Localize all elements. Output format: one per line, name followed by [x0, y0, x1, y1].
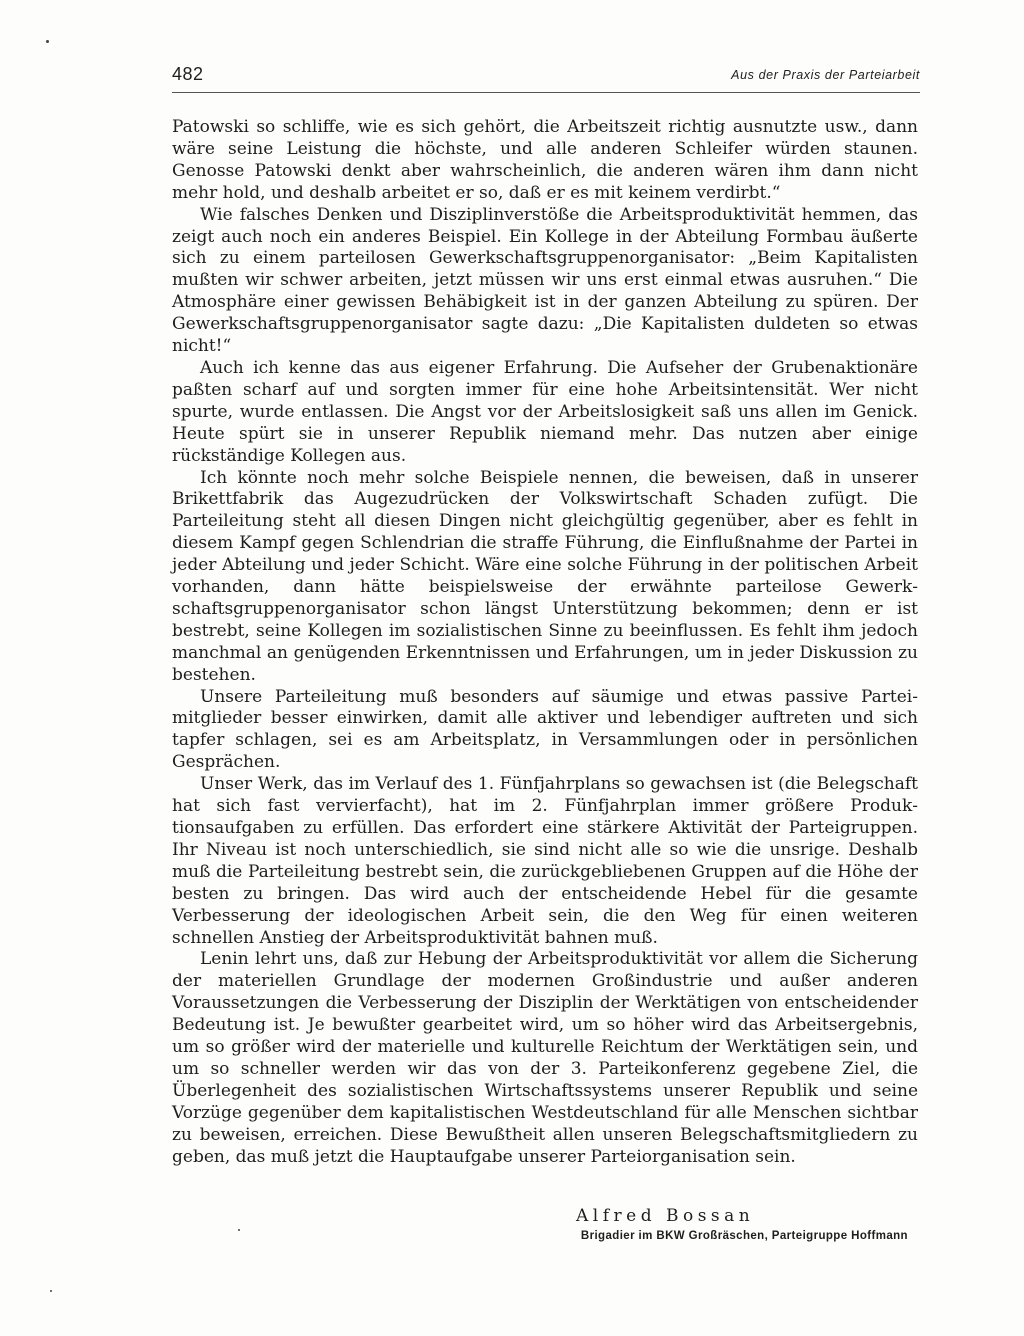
scan-speck: [46, 40, 49, 43]
paragraph-4: Ich könnte noch mehr solche Beispiele nennen, die beweisen, daß in unserer Brikettfabrik das Augezudrücken der Volkswirtschaft Schaden zufügt. Die Parteileitung steht all diesen Dingen nicht gleichgültig gegenüber, aber es fehlt in diesem Kampf gegen Schlendrian die straffe Führung, die Einflußnahme der Partei in jeder Abteilung und jeder Schicht. Wäre eine solche Führung in der politischen Arbeit vorhanden, dann hätte beispielsweise der erwähnte parteilose Gewerkschaftsgruppenorganisator schon längst Unterstützung bekommen; denn er ist bestrebt, seine Kollegen im sozialistischen Sinne zu beeinflussen. Es fehlt ihm jedoch manchmal an genügenden Erkenntnissen und Erfahrungen, um in jeder Diskussion zu bestehen.: [172, 467, 918, 685]
paragraph-3: Auch ich kenne das aus eigener Erfahrung. Die Aufseher der Grubenaktionäre paßten scharf auf und sorgten immer für eine hohe Arbeitsintensität. Wer nicht spurte, wurde entlassen. Die Angst vor der Arbeitslosigkeit saß uns allen im Genick. Heute spürt sie in unserer Republik niemand mehr. Das nutzen aber einige rückständige Kollegen aus.: [172, 357, 918, 466]
paragraph-2: Wie falsches Denken und Disziplinverstöße die Arbeitsproduktivität hemmen, das zeigt auch noch ein anderes Beispiel. Ein Kollege in der Abteilung Formbau äußerte sich zu einem parteilosen Gewerkschaftsgruppenorganisator: „Beim Kapitalisten mußten wir schwer arbeiten, jetzt müssen wir uns erst einmal etwas ausruhen.“ Die Atmosphäre einer gewissen Behäbigkeit ist in der ganzen Abteilung zu spüren. Der Gewerkschaftsgruppenorganisator sagte dazu: „Die Kapitalisten duldeten so etwas nicht!“: [172, 204, 918, 357]
header-rule: [172, 92, 920, 93]
article-body: [172, 117, 918, 1169]
paragraph-1: Patowski so schliffe, wie es sich gehört, die Arbeitszeit richtig ausnutzte usw., dann wäre seine Leistung die höchste, und alle anderen Schleifer würden staunen. Genosse Patowski denkt aber wahrscheinlich, die anderen wären ihm dann nicht mehr hold, und deshalb arbeitet er so, daß er es mit keinem verdirbt.“: [172, 117, 918, 203]
author-affiliation: Brigadier im BKW Großräschen, Parteigruppe Hoffmann: [580, 1230, 908, 1242]
paragraph-6: Unser Werk, das im Verlauf des 1. Fünfjahrplans so gewachsen ist (die Belegschaft hat sich fast vervierfacht), hat im 2. Fünfjahrplan immer größere Produktionsaufgaben zu erfüllen. Das erfordert eine stärkere Aktivität der Parteigruppen. Ihr Niveau ist noch unterschiedlich, sie sind nicht alle so wie die unsrige. Deshalb muß die Parteileitung bestrebt sein, die zurückgebliebenen Gruppen auf die Höhe der besten zu bringen. Das wird auch der entscheidende Hebel für die gesamte Verbesserung der ideologischen Arbeit sein, die den Weg für einen weiteren schnellen Anstieg der Arbeitsproduktivität bahnen muß.: [172, 774, 918, 948]
scan-speck: [50, 1290, 52, 1292]
paragraph-5: Unsere Parteileitung muß besonders auf säumige und etwas passive Parteimitglieder besser einwirken, damit alle aktiver und lebendiger auftreten und sich tapfer schlagen, sei es am Arbeitsplatz, in Versammlungen oder in persönlichen Gesprächen.: [172, 686, 918, 773]
scan-speck: [238, 1229, 240, 1231]
running-head: Aus der Praxis der Parteiarbeit: [731, 68, 920, 82]
author-name: Alfred Bossan: [576, 1206, 755, 1226]
paragraph-7: Lenin lehrt uns, daß zur Hebung der Arbeitsproduktivität vor allem die Sicherung der materiellen Grundlage der modernen Großindustrie und außer anderen Voraussetzungen die Verbesserung der Disziplin der Werktätigen von entscheidender Bedeutung ist. Je bewußter gearbeitet wird, um so höher wird das Arbeitsergebnis, um so größer wird der materielle und kulturelle Reichtum der Werktätigen sein, und um so schneller werden wir das von der 3. Parteikonferenz gegebene Ziel, die Überlegenheit des sozialistischen Wirtschaftssystems unserer Republik und seine Vorzüge gegenüber dem kapitalistischen Westdeutschland für alle Menschen sichtbar zu beweisen, erreichen. Diese Bewußtheit allen unseren Belegschaftsmitgliedern zu geben, das muß jetzt die Hauptaufgabe unserer Parteiorganisation sein.: [172, 949, 918, 1167]
page-header: [172, 64, 920, 92]
signature-block: [172, 1206, 918, 1246]
page-number: 482: [172, 64, 204, 84]
